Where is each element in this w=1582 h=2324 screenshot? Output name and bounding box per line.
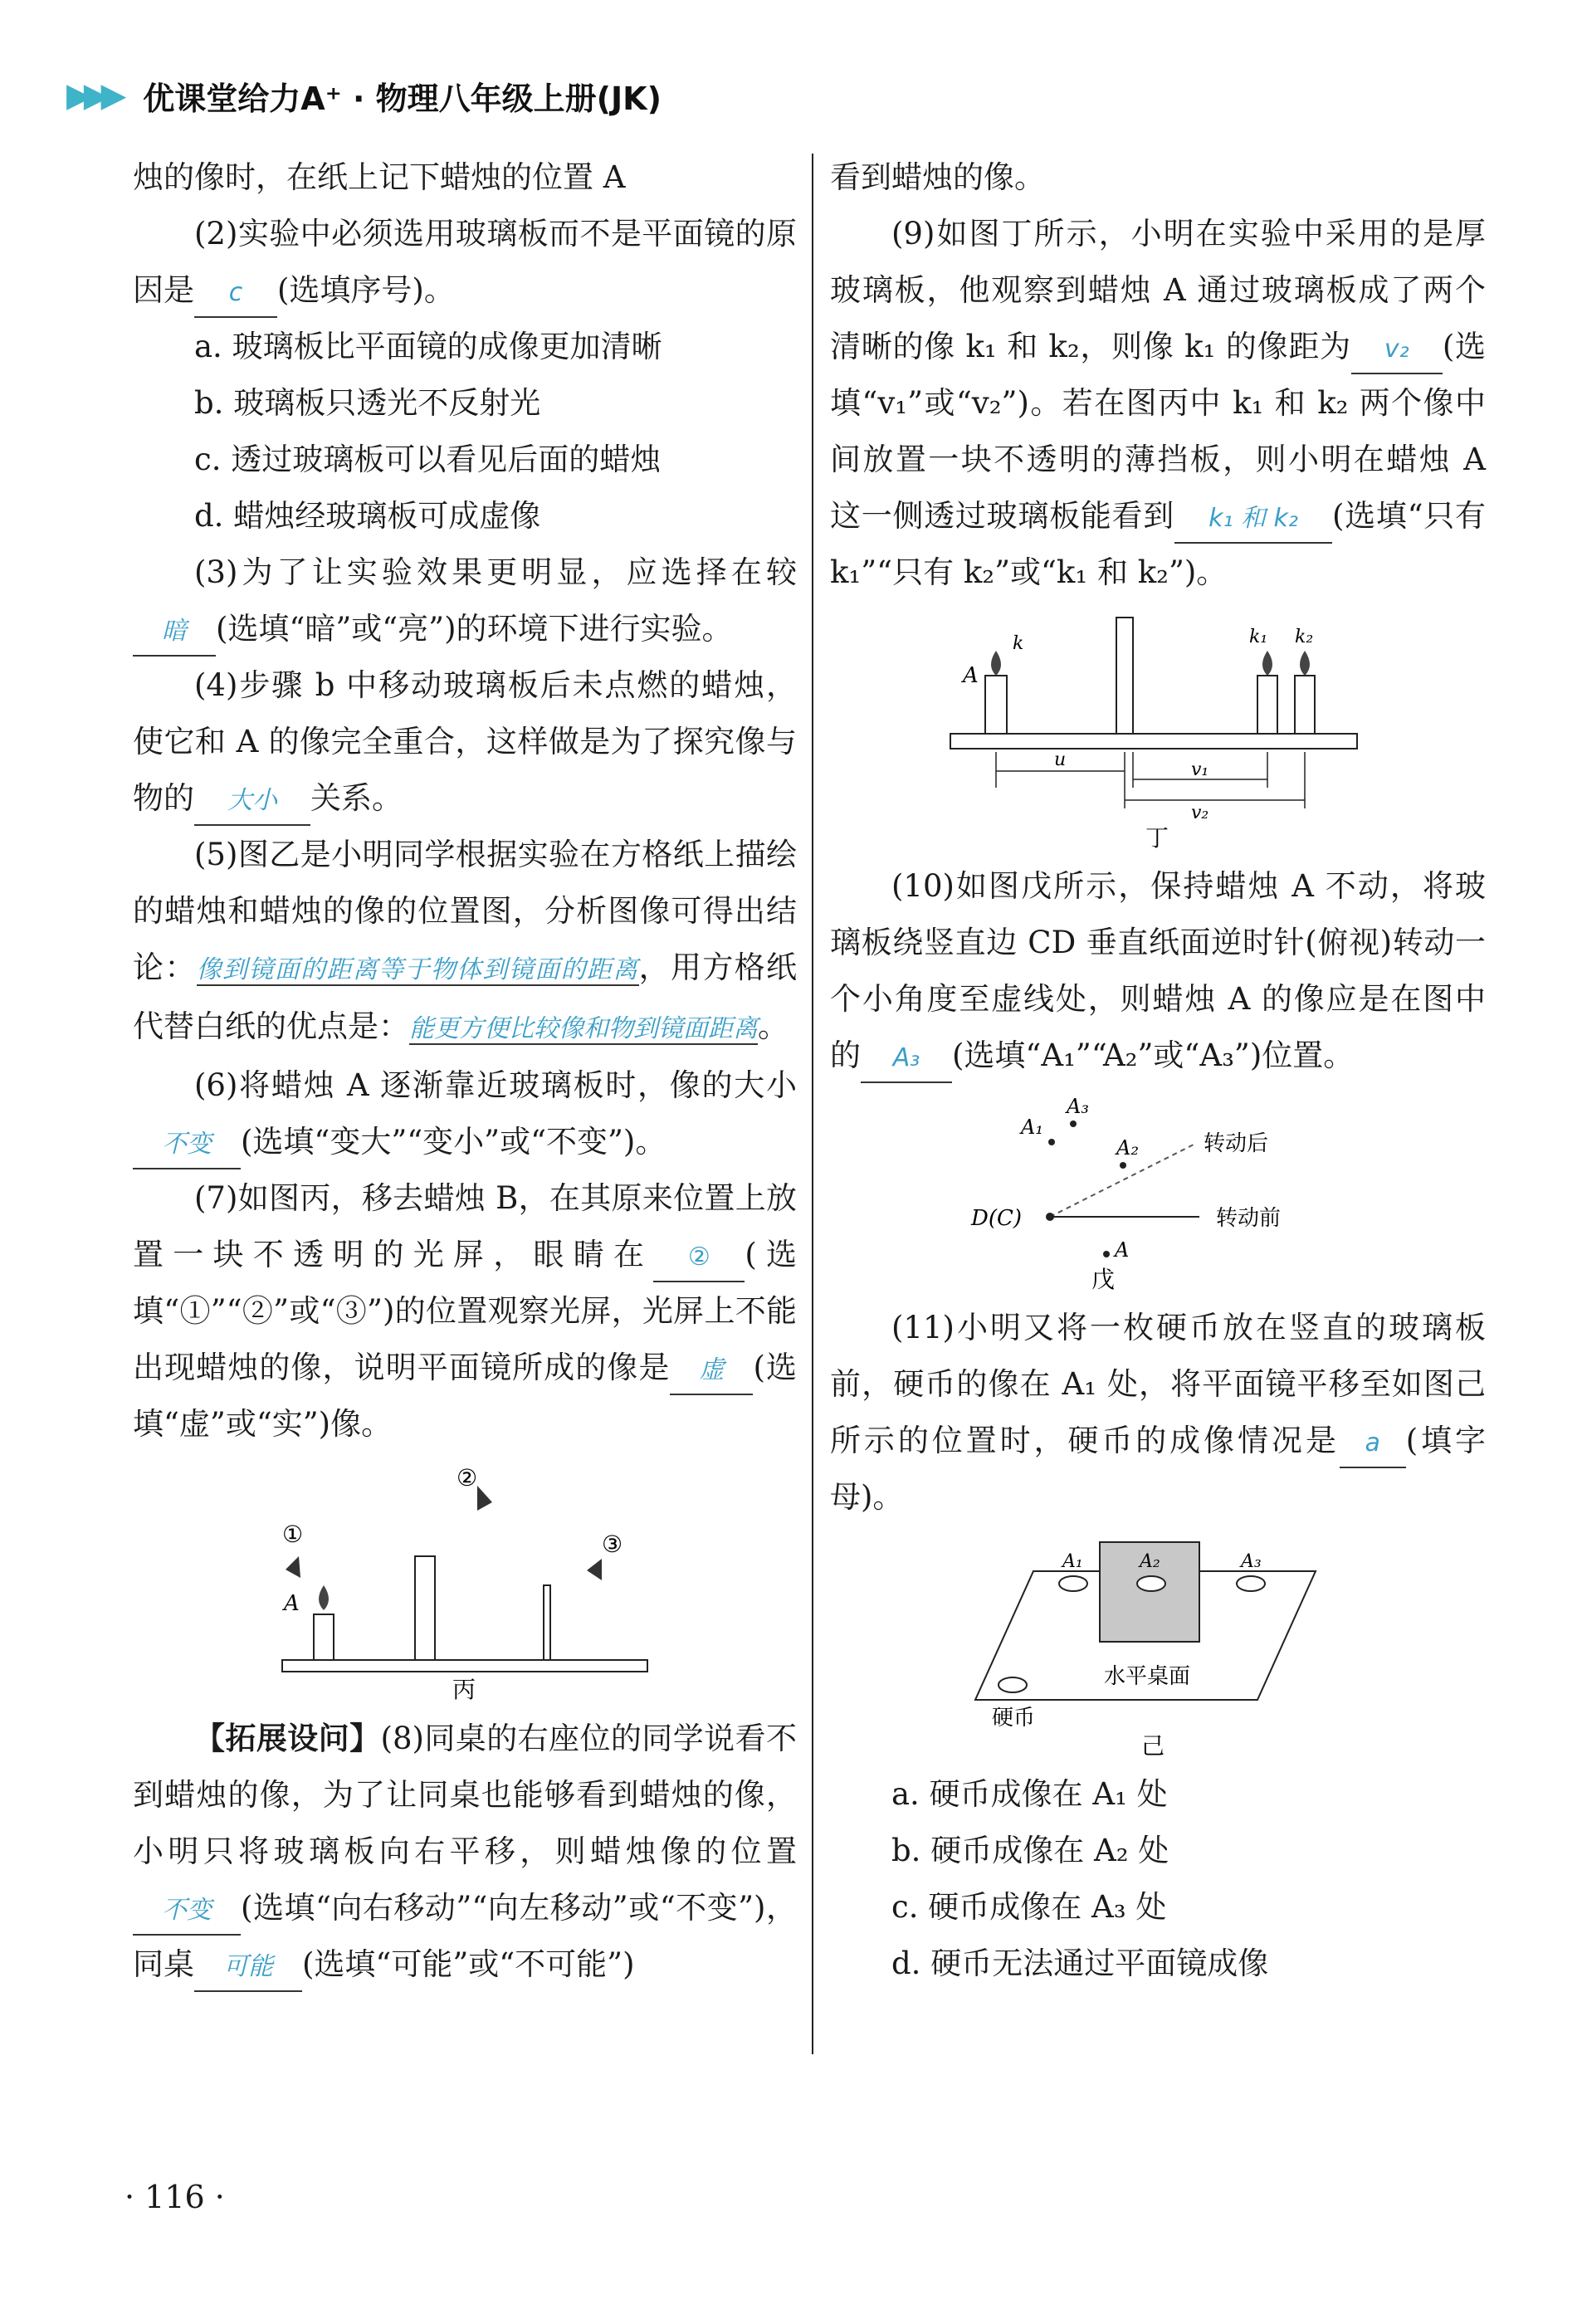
option-item: b. 硬币成像在 A₂ 处 [891,1833,1169,1868]
option-item: a. 硬币成像在 A₁ 处 [891,1776,1168,1812]
flame-icon [1300,651,1310,676]
eye-2-icon [477,1486,492,1511]
text-line: 烛的像时，在纸上记下蜡烛的位置 A [133,159,626,195]
figure-caption: 己 [1141,1732,1165,1758]
flame-icon [1262,651,1272,676]
thick-glass-plate [1116,618,1133,734]
figure-bing-diagram [274,1461,656,1702]
image-k1 [1257,676,1277,734]
option-item: d. 蜡烛经玻璃板可成虚像 [194,498,541,534]
label-u: u [1054,749,1067,770]
eye-2-label: ② [457,1464,478,1492]
flame-icon [319,1585,329,1610]
question-3: (3)为了让实验效果更明显，应选择在较暗 (选填“暗”或“亮”)的环境下进行实验。 [133,544,797,657]
point-a [1103,1251,1110,1257]
figure-caption: 戊 [1091,1266,1116,1291]
label-a3: A₃ [1241,1551,1262,1572]
left-column [133,149,797,1993]
option-item: d. 硬币无法通过平面镜成像 [891,1946,1269,1981]
coin-image-a2 [1137,1576,1165,1591]
text-line: 看到蜡烛的像。 [830,159,1045,195]
image-k2 [1295,676,1315,734]
candle-a-label: A [284,1591,300,1616]
label-table: 水平桌面 [1104,1663,1191,1688]
figure-wu-diagram [967,1092,1349,1291]
flame-icon [991,651,1001,676]
answer-q7-position: ② [653,1234,745,1282]
table-base [282,1660,647,1672]
right-column [830,149,1486,1992]
label-v2: v₂ [1191,803,1209,823]
label-a2: A₂ [1116,1136,1139,1160]
answer-q5-conclusion: 像到镜面的距离等于物体到镜面的距离 [196,955,639,984]
column-divider [812,154,813,2054]
label-k2: k₂ [1295,627,1314,647]
candle-a [314,1614,334,1660]
label-k1: k₁ [1249,627,1268,647]
eye-1-label: ① [282,1521,304,1548]
figure-caption: 丁 [1145,824,1169,850]
label-a2: A₂ [1140,1551,1160,1572]
label-dc: D(C) [971,1206,1023,1231]
candle-a [985,676,1007,734]
label-after-rotation: 转动后 [1204,1130,1269,1155]
question-2: (2)实验中必须选用玻璃板而不是平面镜的原因是 c (选填序号)。 [133,206,797,319]
coin-image-a3 [1237,1576,1265,1591]
figure-caption: 丙 [452,1676,476,1702]
light-screen [544,1585,550,1660]
point-a1 [1048,1139,1055,1145]
answer-q10: A₃ [861,1035,952,1083]
answer-q3: 暗 [133,608,216,657]
question-4: (4)步骤 b 中移动玻璃板后未点燃的蜡烛，使它和 A 的像完全重合，这样做是为了探究像与物的 大小 关系。 [133,657,797,827]
candle-a-label: A [963,663,979,688]
question-10: (10)如图戊所示，保持蜡烛 A 不动，将玻璃板绕竖直边 CD 垂直纸面逆时针(俯视)转动一个小角度至虚线处，则蜡烛 A 的像应是在图中的 A₃ (选填“A₁”“A₂”或“A₃”)位置。 [830,858,1486,1084]
figure-ji-diagram [967,1534,1349,1758]
label-k: k [1013,633,1024,654]
coin [999,1677,1027,1692]
label-coin: 硬币 [992,1705,1036,1730]
question-5: (5)图乙是小明同学根据实验在方格纸上描绘的蜡烛和蜡烛的像的位置图，分析图像可得出结论：像到镜面的距离等于物体到镜面的距离，用方格纸代替白纸的优点是：能更方便比较像和物到镜面距离。 [133,837,798,1044]
header-arrows-icon: ▶▶▶ [66,76,119,115]
option-item: c. 透过玻璃板可以看见后面的蜡烛 [194,442,662,477]
option-item: c. 硬币成像在 A₃ 处 [891,1889,1167,1925]
eye-3-icon [587,1559,602,1580]
answer-q8-possible: 可能 [194,1944,302,1992]
coin-image-a1 [1059,1576,1087,1591]
label-v1: v₁ [1191,759,1209,780]
question-9: (9)如图丁所示，小明在实验中采用的是厚玻璃板，他观察到蜡烛 A 通过玻璃板成了两个清晰的像 k₁ 和 k₂，则像 k₁ 的像距为 v₂ (选填“v₁”或“v₂”)。若在图丙中 k₁ 和 k₂ 两个像中间放置一块不透明的薄挡板，则小明在蜡烛 A 这一侧透过玻璃板能看到 k₁ 和 k₂ (选填“只有 k₁”“只有 k₂”或“k₁ 和 k₂”)。 [830,216,1487,590]
label-a: A [1115,1238,1130,1262]
answer-q8-position: 不变 [133,1887,241,1936]
point-a3 [1070,1120,1077,1127]
point-a2 [1120,1162,1126,1169]
answer-q9-images: k₁ 和 k₂ [1174,496,1332,544]
answer-q2: c [194,270,277,318]
answer-q7-type: 虚 [670,1347,753,1395]
label-a1: A₁ [1062,1551,1083,1572]
label-before-rotation: 转动前 [1216,1205,1282,1230]
label-a1: A₁ [1021,1116,1043,1139]
answer-q11: a [1340,1420,1406,1468]
option-item: b. 玻璃板只透光不反射光 [194,385,541,421]
question-8: 【拓展设问】(8)同桌的右座位的同学说看不到蜡烛的像，为了让同桌也能够看到蜡烛的像，小明只将玻璃板向右平移，则蜡烛像的位置不变 (选填“向右移动”“向左移动”或“不变”)，同桌 可能 (选填“可能”或“不可能”) [133,1710,797,1993]
answer-q5-advantage: 能更方便比较像和物到镜面距离 [409,1014,758,1043]
question-11: (11)小明又将一枚硬币放在竖直的玻璃板前，硬币的像在 A₁ 处，将平面镜平移至如图己所示的位置时，硬币的成像情况是 a (填字母)。 [830,1310,1487,1515]
answer-q4: 大小 [194,778,310,826]
question-6: (6)将蜡烛 A 逐渐靠近玻璃板时，像的大小不变 (选填“变大”“变小”或“不变”)。 [133,1057,797,1170]
book-title: 优课堂给力A⁺ · 物理八年级上册(JK) [143,80,662,117]
question-7: (7)如图丙，移去蜡烛 B，在其原来位置上放置一块不透明的光屏，眼睛在 ② (选填“①”“②”或“③”)的位置观察光屏，光屏上不能出现蜡烛的像，说明平面镜所成的像是 虚 (选填“虚”或“实”)像。 [133,1180,798,1442]
figure-ding-diagram [942,609,1374,850]
label-a3: A₃ [1067,1095,1089,1118]
answer-q9-distance: v₂ [1351,326,1443,374]
table-base [950,734,1357,749]
page-header [66,66,662,124]
option-item: a. 玻璃板比平面镜的成像更加清晰 [194,329,662,364]
eye-1-icon [286,1556,300,1578]
eye-3-label: ③ [602,1531,623,1558]
page-number: · 116 · [125,2179,225,2215]
glass-plate [415,1556,435,1660]
answer-q6: 不变 [133,1121,241,1169]
